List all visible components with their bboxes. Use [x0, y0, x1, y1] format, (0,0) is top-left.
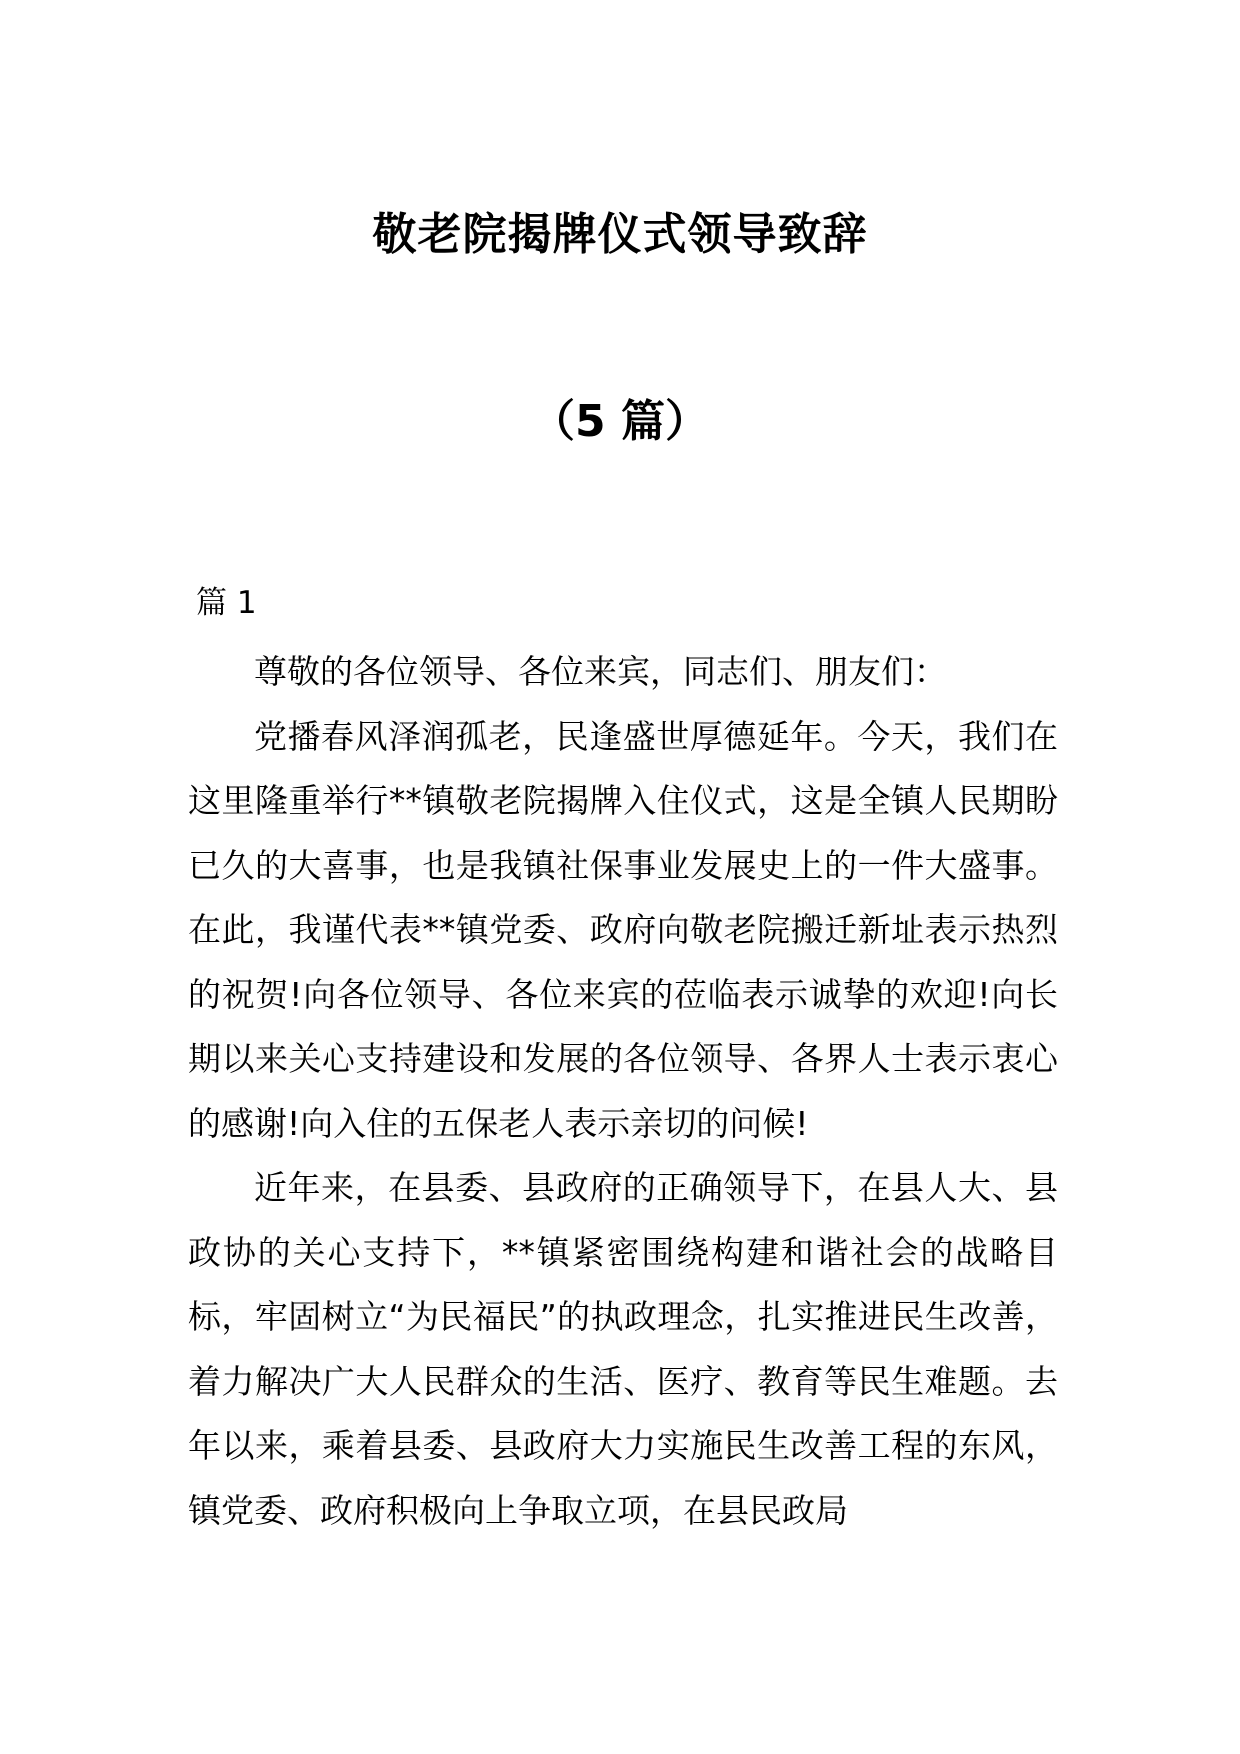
document-title: 敬老院揭牌仪式领导致辞 — [372, 209, 868, 260]
body-paragraph-2: 近年来，在县委、县政府的正确领导下，在县人大、县政协的关心支持下，**镇紧密围绕构建和谐社会的战略目标，牢固树立“为民福民”的执政理念，扎实推进民生改善，着力解决广大人民群众的生活、医疗、教育等民生难题。去年以来，乘着县委、县政府大力实施民生改善工程的东风，镇党委、政府积极向上争取立项，在县民政局 — [188, 1168, 1058, 1530]
salutation-paragraph: 尊敬的各位领导、各位来宾，同志们、朋友们： — [254, 652, 947, 691]
section-label: 篇 1 — [196, 585, 257, 621]
body-paragraph-1: 党播春风泽润孤老，民逢盛世厚德延年。今天，我们在这里隆重举行**镇敬老院揭牌入住仪式，这是全镇人民期盼已久的大喜事，也是我镇社保事业发展史上的一件大盛事。在此，我谨代表**镇党委、政府向敬老院搬迁新址表示热烈的祝贺!向各位领导、各位来宾的莅临表示诚挚的欢迎!向长期以来关心支持建设和发展的各位领导、各界人士表示衷心的感谢!向入住的五保老人表示亲切的问候! — [188, 716, 1058, 1143]
document-body — [188, 640, 1058, 1543]
document-subtitle: （5 篇） — [531, 396, 709, 447]
